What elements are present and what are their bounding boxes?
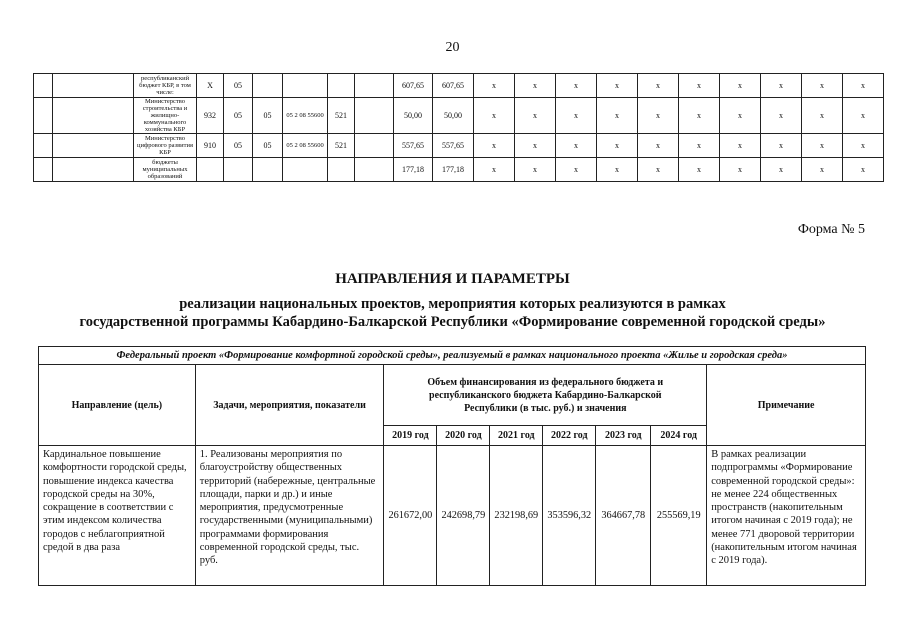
fragment-c2-cell [224, 158, 253, 182]
year-header: 2019 год [384, 426, 437, 446]
funding-value-cell: 255569,19 [651, 446, 707, 586]
fragment-v1-cell: 177,18 [394, 158, 433, 182]
tasks-cell: 1. Реализованы мероприятия по благоустройству общественных территорий (набережные, центральные площади, парки и др.) и иные мероприятия, предусмотренные государственными (муниципальными) программами формирования современной городской среды, тыс. руб. [195, 446, 384, 586]
funding-value-cell: 261672,00 [384, 446, 437, 586]
fragment-c2-cell: 05 [224, 74, 253, 98]
fragment-x-cell: x [843, 158, 884, 182]
fragment-c_empty-cell [355, 98, 394, 134]
fragment-c3-cell [253, 74, 283, 98]
fragment-row [34, 98, 884, 134]
fragment-name-cell: Министерство строительства и жилищно-коммунального хозяйства КБР [134, 98, 197, 134]
fragment-c_empty-cell [355, 74, 394, 98]
funding-value-cell: 232198,69 [490, 446, 543, 586]
fragment-c5-cell: 521 [328, 134, 355, 158]
fragment-v1-cell: 607,65 [394, 74, 433, 98]
fragment-x-cell: x [556, 74, 597, 98]
fragment-x-cell: x [720, 74, 761, 98]
fragment-x-cell: x [843, 74, 884, 98]
subtitle-line-1: реализации национальных проектов, мероприятия которых реализуются в рамках [179, 296, 726, 312]
fragment-x-cell: x [761, 74, 802, 98]
fragment-c4-cell [283, 158, 328, 182]
direction-cell: Кардинальное повышение комфортности городской среды, повышение индекса качества городской среды на 30%, сокращение в соответствии с этим индексом количества городов с неблагоприятной средой в два раза [39, 446, 196, 586]
fragment-v2-cell: 607,65 [433, 74, 474, 98]
fragment-c1-cell: X [197, 74, 224, 98]
fragment-c4-cell: 05 2 08 55600 [283, 98, 328, 134]
year-header: 2021 год [490, 426, 543, 446]
fragment-c1-cell [197, 158, 224, 182]
fragment-table [33, 73, 884, 182]
fragment-x-cell: x [638, 98, 679, 134]
fragment-c2-cell: 05 [224, 134, 253, 158]
fragment-x-cell: x [761, 98, 802, 134]
fragment-c3-cell: 05 [253, 98, 283, 134]
fragment-x-cell: x [474, 134, 515, 158]
fragment-x-cell: x [515, 158, 556, 182]
fragment-x-cell: x [556, 98, 597, 134]
fragment-c3-cell: 05 [253, 134, 283, 158]
funding-value-cell: 242698,79 [437, 446, 490, 586]
fragment-row [34, 158, 884, 182]
fragment-blank-cell [53, 98, 134, 134]
fragment-blank-cell [53, 134, 134, 158]
fragment-v1-cell: 50,00 [394, 98, 433, 134]
fragment-blank-cell [34, 98, 53, 134]
fragment-x-cell: x [597, 134, 638, 158]
col-tasks-header: Задачи, мероприятия, показатели [195, 365, 384, 446]
fragment-x-cell: x [761, 134, 802, 158]
subtitle-line-2: государственной программы Кабардино-Балкарской Республики «Формирование современной городской среды» [79, 314, 826, 330]
year-header: 2022 год [543, 426, 596, 446]
fragment-x-cell: x [556, 134, 597, 158]
fragment-c1-cell: 932 [197, 98, 224, 134]
fragment-x-cell: x [638, 74, 679, 98]
fragment-c_empty-cell [355, 134, 394, 158]
fragment-x-cell: x [638, 158, 679, 182]
fragment-x-cell: x [720, 158, 761, 182]
fragment-x-cell: x [802, 98, 843, 134]
note-cell: В рамках реализации подпрограммы «Формирование современной городской среды»: не менее 224 общественных пространств (накопительным итогом начиная с 2019 года); не менее 771 дворовой территории (накопительным итогом начиная с 2019 года). [707, 446, 866, 586]
fragment-blank-cell [34, 134, 53, 158]
fragment-v2-cell: 557,65 [433, 134, 474, 158]
fragment-c5-cell [328, 158, 355, 182]
fragment-name-cell: Министерство цифрового развития КБР [134, 134, 197, 158]
fragment-c1-cell: 910 [197, 134, 224, 158]
fragment-c2-cell: 05 [224, 98, 253, 134]
fragment-v2-cell: 177,18 [433, 158, 474, 182]
fragment-x-cell: x [679, 74, 720, 98]
fragment-blank-cell [34, 74, 53, 98]
fragment-row [34, 74, 884, 98]
year-header: 2024 год [651, 426, 707, 446]
parameters-table [38, 346, 866, 586]
fragment-x-cell: x [843, 134, 884, 158]
fragment-x-cell: x [720, 134, 761, 158]
fragment-x-cell: x [679, 158, 720, 182]
form-label: Форма № 5 [797, 222, 865, 237]
federal-project-header: Федеральный проект «Формирование комфортной городской среды», реализуемый в рамках национального проекта «Жилье и городская среда» [39, 347, 866, 365]
year-header: 2023 год [596, 426, 651, 446]
col-direction-header: Направление (цель) [39, 365, 196, 446]
year-header: 2020 год [437, 426, 490, 446]
fragment-x-cell: x [638, 134, 679, 158]
fragment-x-cell: x [597, 74, 638, 98]
fragment-c4-cell [283, 74, 328, 98]
fragment-v1-cell: 557,65 [394, 134, 433, 158]
fragment-x-cell: x [802, 74, 843, 98]
fragment-name-cell: республиканский бюджет КБР, в том числе: [134, 74, 197, 98]
fragment-x-cell: x [802, 134, 843, 158]
fragment-x-cell: x [515, 74, 556, 98]
col-note-header: Примечание [707, 365, 866, 446]
fragment-x-cell: x [843, 98, 884, 134]
fragment-v2-cell: 50,00 [433, 98, 474, 134]
fragment-x-cell: x [597, 158, 638, 182]
fragment-x-cell: x [679, 98, 720, 134]
fragment-c3-cell [253, 158, 283, 182]
fragment-c4-cell: 05 2 08 55600 [283, 134, 328, 158]
funding-value-cell: 364667,78 [596, 446, 651, 586]
fragment-blank-cell [53, 158, 134, 182]
fragment-blank-cell [34, 158, 53, 182]
fragment-x-cell: x [474, 98, 515, 134]
fragment-x-cell: x [597, 98, 638, 134]
page-number: 20 [445, 40, 460, 55]
fragment-x-cell: x [761, 158, 802, 182]
fragment-x-cell: x [474, 158, 515, 182]
fragment-c5-cell: 521 [328, 98, 355, 134]
page-subtitle [0, 295, 905, 331]
fragment-x-cell: x [720, 98, 761, 134]
fragment-name-cell: бюджеты муниципальных образований [134, 158, 197, 182]
fragment-x-cell: x [679, 134, 720, 158]
fragment-row [34, 134, 884, 158]
fragment-x-cell: x [474, 74, 515, 98]
fragment-blank-cell [53, 74, 134, 98]
fragment-x-cell: x [556, 158, 597, 182]
funding-value-cell: 353596,32 [543, 446, 596, 586]
fragment-c5-cell [328, 74, 355, 98]
fragment-x-cell: x [515, 98, 556, 134]
fragment-x-cell: x [515, 134, 556, 158]
fragment-x-cell: x [802, 158, 843, 182]
fragment-c_empty-cell [355, 158, 394, 182]
page-title: НАПРАВЛЕНИЯ И ПАРАМЕТРЫ [335, 271, 570, 287]
col-funding-header: Объем финансирования из федерального бюджета и республиканского бюджета Кабардино-Балкарской Республики (в тыс. руб.) и значения [384, 365, 707, 426]
